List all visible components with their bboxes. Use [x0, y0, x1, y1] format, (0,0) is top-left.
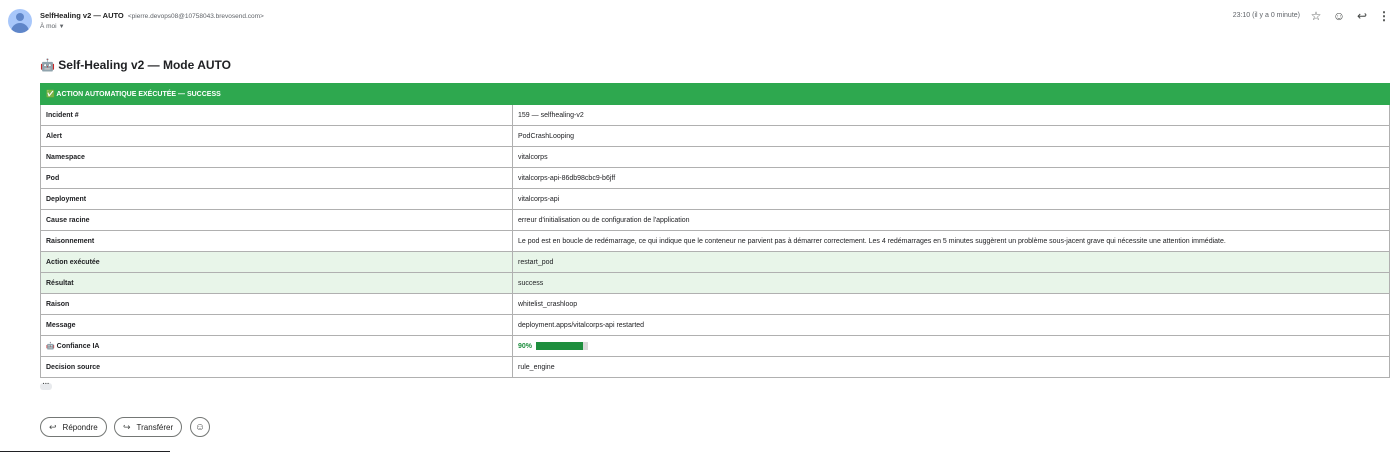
confidence-bar-fill [536, 342, 583, 350]
row-label: Deployment [41, 189, 513, 210]
forward-label: Transférer [136, 422, 174, 432]
sender-email: <pierre.devops08@10758043.brevosend.com> [127, 13, 264, 20]
row-value: vitalcorps [513, 147, 1390, 168]
row-label: Alert [41, 126, 513, 147]
table-row [41, 315, 1390, 336]
show-trimmed-content-button[interactable]: ··· [40, 383, 52, 390]
table-row [41, 357, 1390, 378]
table-row [41, 189, 1390, 210]
row-label: Decision source [41, 357, 513, 378]
sender-line [40, 11, 264, 20]
timestamp: 23:10 (il y a 0 minute) [1232, 12, 1300, 19]
row-label: Action exécutée [41, 252, 513, 273]
sender-name[interactable]: SelfHealing v2 — AUTO [40, 11, 124, 20]
row-value: erreur d'initialisation ou de configuration de l'application [513, 210, 1390, 231]
reply-label: Répondre [62, 422, 98, 432]
table-row [41, 126, 1390, 147]
table-row [41, 336, 1390, 357]
confidence-percent: 90% [518, 342, 533, 350]
row-value: success [513, 273, 1390, 294]
table-row [41, 210, 1390, 231]
row-label: Cause racine [41, 210, 513, 231]
row-value: vitalcorps-api-86db98cbc9-b6jff [513, 168, 1390, 189]
emoji-react-button[interactable] [190, 417, 210, 437]
table-row-highlight [41, 252, 1390, 273]
reply-arrow-icon: ↩ [49, 421, 57, 432]
row-value: Le pod est en boucle de redémarrage, ce qui indique que le conteneur ne parvient pas à démarrer correctement. Les 4 redémarrages en 5 minutes suggèrent un problème sous-jacent grave qui nécessite une attention immédiate. [513, 231, 1390, 252]
report-title: 🤖 Self-Healing v2 — Mode AUTO [40, 58, 231, 72]
row-value: PodCrashLooping [513, 126, 1390, 147]
avatar-head [16, 13, 24, 21]
row-label: Namespace [41, 147, 513, 168]
table-row-highlight [41, 273, 1390, 294]
table-row [41, 168, 1390, 189]
forward-arrow-icon: ↪ [123, 421, 131, 432]
row-label: Pod [41, 168, 513, 189]
row-label: 🤖 Confiance IA [41, 336, 513, 357]
row-label: Résultat [41, 273, 513, 294]
row-label: Message [41, 315, 513, 336]
table-row [41, 231, 1390, 252]
smiley-icon: ☺ [194, 421, 206, 433]
confidence-cell [513, 336, 1390, 357]
more-vert-icon[interactable]: ⋮ [1378, 9, 1390, 23]
report-table [40, 83, 1390, 378]
reply-button[interactable] [40, 417, 107, 437]
row-value: vitalcorps-api [513, 189, 1390, 210]
row-value: 159 — selfhealing-v2 [513, 105, 1390, 126]
avatar-body [11, 23, 29, 33]
email-header [0, 0, 1400, 40]
row-label: Raisonnement [41, 231, 513, 252]
table-row [41, 147, 1390, 168]
row-value: whitelist_crashloop [513, 294, 1390, 315]
banner-row [41, 84, 1390, 105]
row-value: restart_pod [513, 252, 1390, 273]
row-label: Raison [41, 294, 513, 315]
sender-avatar[interactable] [8, 9, 32, 33]
recipient-line[interactable] [40, 23, 65, 30]
row-value: rule_engine [513, 357, 1390, 378]
emoji-icon[interactable]: ☺ [1332, 9, 1346, 23]
table-row [41, 105, 1390, 126]
row-label: Incident # [41, 105, 513, 126]
confidence-bar [536, 342, 588, 350]
row-value: deployment.apps/vitalcorps-api restarted [513, 315, 1390, 336]
forward-button[interactable] [114, 417, 182, 437]
table-row [41, 294, 1390, 315]
scroll-indicator [0, 451, 170, 452]
caret-down-icon[interactable]: ▼ [58, 24, 65, 30]
star-icon[interactable]: ☆ [1310, 9, 1322, 23]
banner-cell: ✅ ACTION AUTOMATIQUE EXÉCUTÉE — SUCCESS [41, 84, 1390, 105]
recipient-label: À moi [40, 23, 57, 30]
reply-icon[interactable]: ↩ [1356, 9, 1368, 23]
